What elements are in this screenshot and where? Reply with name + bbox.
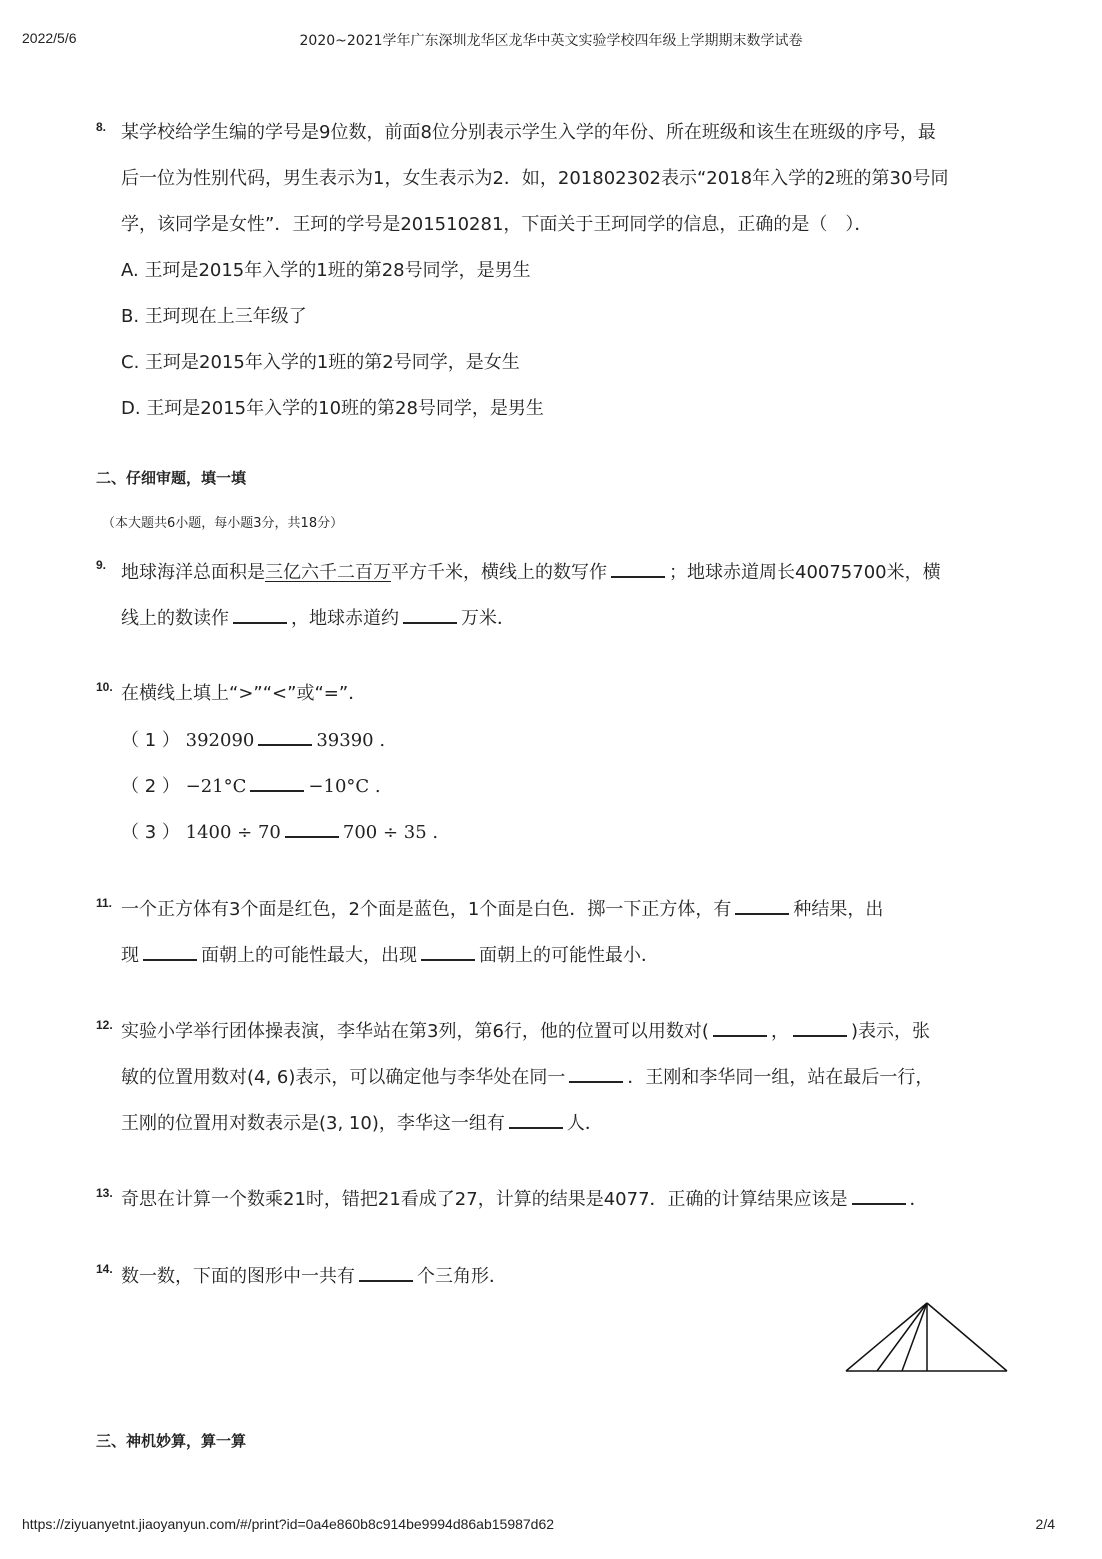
math-right: 39390 . xyxy=(316,730,386,751)
question-12-line-2 xyxy=(121,1065,933,1090)
question-12-text-d: 敏的位置用数对(4, 6)表示，可以确定他与李华处在同一 xyxy=(121,1067,566,1088)
answer-blank[interactable] xyxy=(852,1187,906,1205)
question-12-number: 12. xyxy=(96,1018,113,1032)
question-9-line-2 xyxy=(121,606,515,631)
question-9-number: 9. xyxy=(96,558,107,572)
sub-label: （ 2 ） xyxy=(121,776,180,797)
question-12-text-b: ， xyxy=(770,1021,789,1042)
header-title: 2020~2021学年广东深圳龙华区龙华中英文实验学校四年级上学期期末数学试卷 xyxy=(299,33,803,49)
footer-page-number: 2/4 xyxy=(1035,1516,1055,1532)
question-13-text-a: 奇思在计算一个数乘21时，错把21看成了27，计算的结果是4077．正确的计算结果应该是 xyxy=(121,1189,848,1210)
math-left: 1400 ÷ 70 xyxy=(185,822,281,843)
question-9-line-1 xyxy=(121,560,941,585)
question-11-text-b: 种结果，出 xyxy=(793,899,884,920)
question-11-text-e: 面朝上的可能性最小． xyxy=(479,945,659,966)
question-9-underlined-number: 三亿六千二百万 xyxy=(265,562,391,583)
question-8-option-d: D. 王珂是2015年入学的10班的第28号同学，是男生 xyxy=(121,398,544,419)
answer-blank[interactable] xyxy=(285,820,339,838)
question-12-line-3 xyxy=(121,1111,603,1136)
sub-label: （ 1 ） xyxy=(121,730,180,751)
question-11-text-d: 面朝上的可能性最大，出现 xyxy=(201,945,417,966)
question-10-number: 10. xyxy=(96,680,113,694)
question-11-line-2 xyxy=(121,943,659,968)
answer-blank[interactable] xyxy=(793,1019,847,1037)
answer-blank[interactable] xyxy=(258,728,312,746)
math-right: −10°C . xyxy=(308,776,381,797)
question-12-text-g: 人． xyxy=(566,1113,603,1134)
answer-blank[interactable] xyxy=(143,943,197,961)
answer-blank[interactable] xyxy=(359,1264,413,1282)
question-12-text-f: 王刚的位置用对数表示是(3, 10)，李华这一组有 xyxy=(121,1113,505,1134)
question-13-number: 13. xyxy=(96,1186,113,1200)
figure-inner-line-1 xyxy=(877,1303,927,1371)
question-9-text-d: 线上的数读作 xyxy=(121,608,229,629)
question-12-text-e: ．王刚和李华同一组，站在最后一行， xyxy=(627,1067,934,1088)
question-10-stem: 在横线上填上“>”“<”或“=”． xyxy=(121,683,367,704)
triangle-figure xyxy=(840,1298,1015,1376)
question-8-option-b: B. 王珂现在上三年级了 xyxy=(121,306,307,327)
answer-blank[interactable] xyxy=(735,897,789,915)
question-10-sub-1 xyxy=(121,728,385,753)
question-12-text-a: 实验小学举行团体操表演，李华站在第3列，第6行，他的位置可以用数对( xyxy=(121,1021,709,1042)
section-2-title: 二、仔细审题，填一填 xyxy=(96,469,247,487)
question-11-text-c: 现 xyxy=(121,945,139,966)
question-13-line-1 xyxy=(121,1187,928,1212)
question-9-text-b: 平方千米，横线上的数写作 xyxy=(391,562,607,583)
question-8-line-3: 学，该同学是女性”．王珂的学号是201510281，下面关于王珂同学的信息，正确的是（ ）． xyxy=(121,214,873,235)
answer-blank[interactable] xyxy=(250,774,304,792)
answer-blank[interactable] xyxy=(403,606,457,624)
math-right: 700 ÷ 35 . xyxy=(342,822,439,843)
question-12-text-c: )表示，张 xyxy=(850,1021,930,1042)
question-9-text-c: ；地球赤道周长40075700米，横 xyxy=(669,562,941,583)
question-12-line-1 xyxy=(121,1019,930,1044)
question-14-text-a: 数一数，下面的图形中一共有 xyxy=(121,1266,355,1287)
question-13-text-b: ． xyxy=(909,1189,928,1210)
answer-blank[interactable] xyxy=(611,560,665,578)
header-date: 2022/5/6 xyxy=(22,30,77,46)
answer-blank[interactable] xyxy=(569,1065,623,1083)
question-11-number: 11. xyxy=(96,896,113,910)
question-11-text-a: 一个正方体有3个面是红色，2个面是蓝色，1个面是白色．掷一下正方体，有 xyxy=(121,899,732,920)
question-9-text-e: ，地球赤道约 xyxy=(291,608,399,629)
question-8-option-c: C. 王珂是2015年入学的1班的第2号同学，是女生 xyxy=(121,352,520,373)
question-14-line-1 xyxy=(121,1264,507,1289)
math-left: 392090 xyxy=(185,730,255,751)
footer-url: https://ziyuanyetnt.jiaoyanyun.com/#/print?id=0a4e860b8c914be9994d86ab15987d62 xyxy=(22,1516,555,1532)
question-14-number: 14. xyxy=(96,1262,113,1276)
question-8-option-a: A. 王珂是2015年入学的1班的第28号同学，是男生 xyxy=(121,260,531,281)
question-10-sub-3 xyxy=(121,820,438,845)
answer-blank[interactable] xyxy=(233,606,287,624)
sub-label: （ 3 ） xyxy=(121,822,180,843)
question-10-sub-2 xyxy=(121,774,381,799)
question-14-text-b: 个三角形． xyxy=(417,1266,507,1287)
question-9-text-a: 地球海洋总面积是 xyxy=(121,562,265,583)
section-2-note: （本大题共6小题，每小题3分，共18分） xyxy=(102,516,344,531)
section-3-title: 三、神机妙算，算一算 xyxy=(96,1432,247,1450)
question-8-line-2: 后一位为性别代码，男生表示为1，女生表示为2．如，201802302表示“2018年入学的2班的第30号同 xyxy=(121,168,949,189)
question-9-text-f: 万米． xyxy=(461,608,515,629)
question-11-line-1 xyxy=(121,897,883,922)
math-left: −21°C xyxy=(185,776,247,797)
answer-blank[interactable] xyxy=(509,1111,563,1129)
answer-blank[interactable] xyxy=(713,1019,767,1037)
figure-edge-right xyxy=(927,1303,1007,1371)
answer-blank[interactable] xyxy=(421,943,475,961)
question-8-number: 8. xyxy=(96,120,107,134)
question-8-line-1: 某学校给学生编的学号是9位数，前面8位分别表示学生入学的年份、所在班级和该生在班级的序号，最 xyxy=(121,122,936,143)
